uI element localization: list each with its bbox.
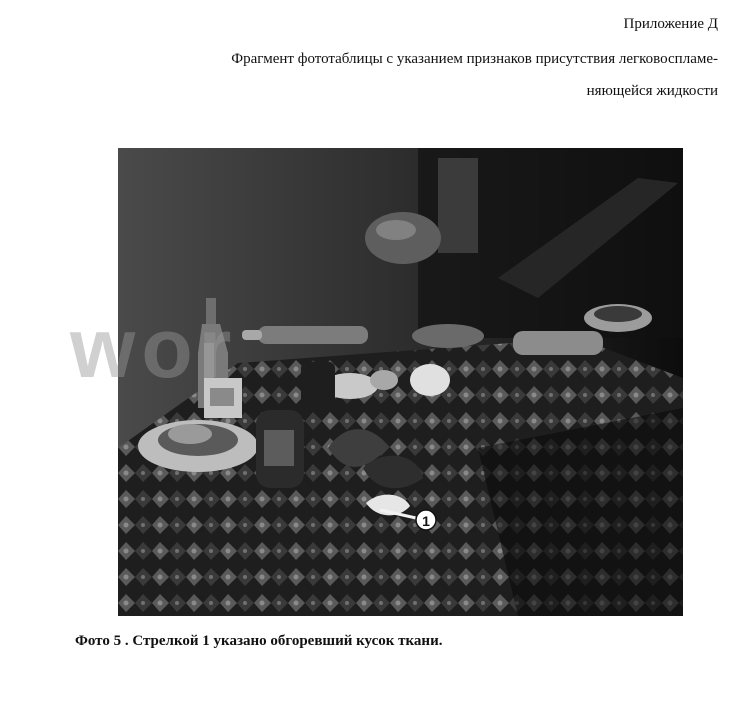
heading-line-2: няющейся жидкости — [586, 83, 718, 99]
photo-caption: Фото 5 . Стрелкой 1 указано обгоревший кусок ткани. — [75, 633, 443, 649]
appendix-title: Приложение Д — [623, 16, 718, 32]
watermark: wor — [70, 301, 238, 395]
heading-line-1: Фрагмент фототаблицы с указанием признаков присутствия легковоспламе- — [231, 51, 718, 67]
marker-number: 1 — [422, 513, 430, 529]
